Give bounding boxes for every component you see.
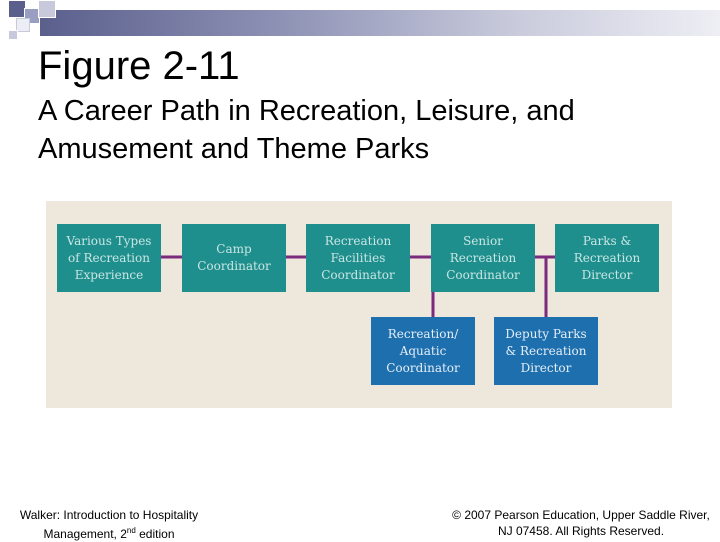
footer-copyright-line-2: NJ 07458. All Rights Reserved. xyxy=(497,524,665,538)
slide-title: Figure 2-11 xyxy=(38,44,240,88)
slide-subtitle xyxy=(38,92,678,168)
box-senior-recreation-coordinator: Senior Recreation Coordinator xyxy=(431,224,535,292)
footer-citation-line-1: Walker: Introduction to Hospitality xyxy=(19,508,199,522)
box-deputy-parks-recreation-director: Deputy Parks & Recreation Director xyxy=(494,317,598,385)
footer-copyright-line-1: © 2007 Pearson Education, Upper Saddle River, xyxy=(452,508,710,522)
footer-copyright xyxy=(448,507,714,539)
box-various-types: Various Types of Recreation Experience xyxy=(57,224,161,292)
box-recreation-aquatic-coordinator: Recreation/ Aquatic Coordinator xyxy=(371,317,475,385)
header-gradient-bar xyxy=(40,10,720,36)
box-recreation-facilities-coordinator: Recreation Facilities Coordinator xyxy=(306,224,410,292)
box-camp-coordinator: Camp Coordinator xyxy=(182,224,286,292)
subtitle-line-2: Amusement and Theme Parks xyxy=(38,133,430,165)
footer-citation xyxy=(14,507,204,542)
footer-citation-line-2: Management, 2nd edition xyxy=(43,526,175,541)
career-path-diagram xyxy=(46,201,672,408)
subtitle-line-1: A Career Path in Recreation, Leisure, and xyxy=(38,95,575,127)
box-parks-recreation-director: Parks & Recreation Director xyxy=(555,224,659,292)
